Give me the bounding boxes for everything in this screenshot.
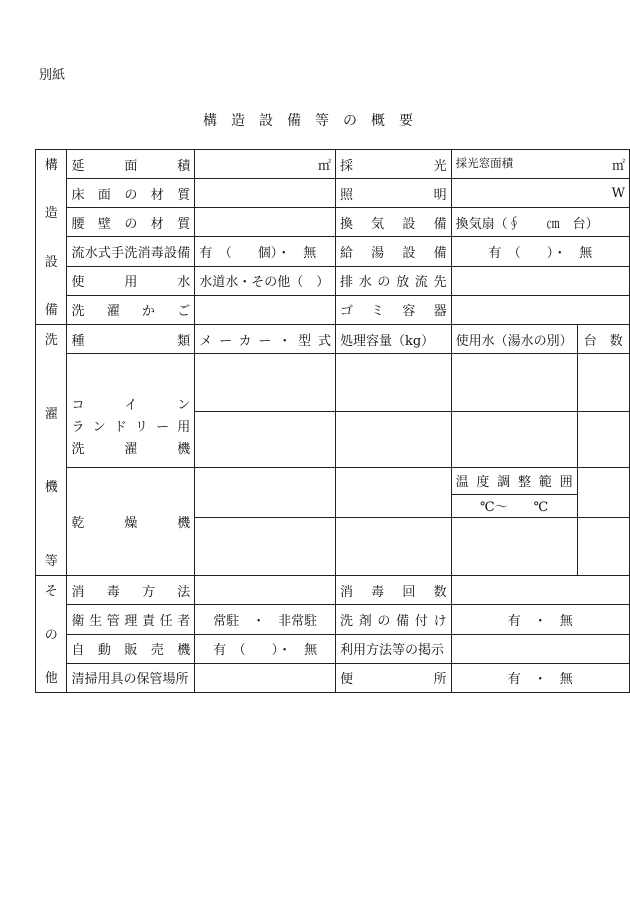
cell-dryer-capacity-1[interactable]	[335, 468, 451, 517]
label-hygiene-manager: 衛生管理責任者	[67, 605, 195, 634]
label-disinfection-count: 消 毒 回 数	[335, 576, 451, 605]
section-char: 機	[44, 480, 58, 496]
cell-coin-maker-1[interactable]	[195, 354, 336, 412]
table-row	[36, 663, 630, 692]
value-usage-notice[interactable]	[451, 634, 629, 663]
table-row	[36, 295, 630, 324]
cell-coin-water-1[interactable]	[451, 354, 577, 412]
value-vending-machine[interactable]: 有 （ ）・ 無	[195, 634, 336, 663]
document-title: 構造設備等の概要	[203, 113, 427, 129]
value-trash[interactable]	[451, 295, 629, 324]
label-trash: ゴ ミ 容 器	[335, 295, 451, 324]
value-laundry-basket[interactable]	[195, 295, 336, 324]
section-char: 他	[44, 671, 58, 686]
cell-coin-maker-2[interactable]	[195, 412, 336, 468]
coin-laundry-label	[67, 354, 195, 468]
section-char: の	[44, 627, 58, 643]
table-row	[36, 468, 630, 494]
label-lighting-natural: 採 光	[335, 150, 451, 179]
label-usage-notice: 利用方法等の掲示	[335, 634, 451, 663]
value-floor-material[interactable]	[195, 179, 336, 208]
value-hygiene-manager[interactable]: 常駐 ・ 非常駐	[195, 605, 336, 634]
header-count: 台 数	[577, 325, 629, 354]
section-char: 濯	[44, 406, 58, 422]
label-drain: 排水の放流先	[335, 266, 451, 295]
window-area-label: 採光窓面積	[455, 155, 514, 170]
temp-range-value[interactable]: ℃～ ℃	[451, 494, 577, 517]
value-handwash[interactable]: 有 （ 個）・ 無	[195, 237, 336, 266]
label-hot-water: 給 湯 設 備	[335, 237, 451, 266]
cell-coin-water-2[interactable]	[451, 412, 577, 468]
value-toilet[interactable]: 有 ・ 無	[451, 663, 629, 692]
value-hot-water[interactable]: 有 （ ）・ 無	[451, 237, 629, 266]
cell-coin-count-1[interactable]	[577, 354, 629, 412]
label-detergent: 洗剤の備付け	[335, 605, 451, 634]
value-detergent[interactable]: 有 ・ 無	[451, 605, 629, 634]
cell-coin-capacity-2[interactable]	[335, 412, 451, 468]
value-cleaning-storage[interactable]	[195, 663, 336, 692]
value-floor-area[interactable]: ㎡	[195, 150, 336, 179]
table-row	[36, 605, 630, 634]
section-char: 洗	[44, 333, 58, 348]
table-row	[36, 208, 630, 237]
value-water-used[interactable]: 水道水・その他（ ）	[195, 266, 336, 295]
table-row	[36, 576, 630, 605]
value-window-area[interactable]	[451, 150, 629, 179]
value-drain[interactable]	[451, 266, 629, 295]
table-row	[36, 354, 630, 412]
section-other	[36, 576, 67, 693]
label-floor-material: 床 面 の 材 質	[67, 179, 195, 208]
attachment-label: 別紙	[39, 68, 66, 83]
section-char: 設	[44, 254, 58, 270]
cell-dryer-count-2[interactable]	[577, 517, 629, 575]
value-ventilation-fan[interactable]: 換気扇（∮ ㎝ 台）	[451, 208, 629, 237]
value-disinfection-method[interactable]	[195, 576, 336, 605]
label-wall-material: 腰 壁 の 材 質	[67, 208, 195, 237]
value-disinfection-count[interactable]	[451, 576, 629, 605]
dryer-label: 乾 燥 機	[67, 468, 195, 576]
temp-range-label: 温度調整範囲	[451, 468, 577, 494]
section-char: 構	[44, 158, 58, 173]
section-structure	[36, 150, 67, 325]
cell-dryer-capacity-2[interactable]	[335, 517, 451, 575]
table-row	[36, 325, 630, 354]
section-char: そ	[44, 584, 58, 599]
section-laundry	[36, 325, 67, 576]
header-kind: 種 類	[67, 325, 195, 354]
label-lighting: 照 明	[335, 179, 451, 208]
section-char: 造	[44, 206, 58, 222]
table-row	[36, 179, 630, 208]
label-laundry-basket: 洗 濯 か ご	[67, 295, 195, 324]
coin-line: 洗 濯 機	[71, 442, 191, 458]
header-maker: メーカー・型式	[195, 325, 336, 354]
cell-coin-count-2[interactable]	[577, 412, 629, 468]
header-water: 使用水（湯水の別）	[451, 325, 577, 354]
value-lighting[interactable]: W	[451, 179, 629, 208]
label-ventilation: 換 気 設 備	[335, 208, 451, 237]
label-vending-machine: 自 動 販 売 機	[67, 634, 195, 663]
section-char: 等	[44, 553, 58, 569]
cell-dryer-count-1[interactable]	[577, 468, 629, 517]
value-wall-material[interactable]	[195, 208, 336, 237]
section-char: 備	[44, 302, 58, 318]
label-toilet: 便 所	[335, 663, 451, 692]
table-row	[36, 237, 630, 266]
cell-dryer-maker-1[interactable]	[195, 468, 336, 517]
label-disinfection-method: 消 毒 方 法	[67, 576, 195, 605]
label-cleaning-storage: 清掃用具の保管場所	[67, 663, 195, 692]
table-row	[36, 266, 630, 295]
header-capacity: 処理容量（kg）	[335, 325, 451, 354]
table-row	[36, 634, 630, 663]
table-row	[36, 150, 630, 179]
cell-dryer-water-2[interactable]	[451, 517, 577, 575]
label-handwash: 流水式手洗消毒設備	[67, 237, 195, 266]
cell-coin-capacity-1[interactable]	[335, 354, 451, 412]
coin-line: コ イ ン	[71, 398, 191, 414]
cell-dryer-maker-2[interactable]	[195, 517, 336, 575]
facility-overview-table	[35, 149, 630, 693]
label-floor-area: 延 面 積	[67, 150, 195, 179]
label-water-used: 使 用 水	[67, 266, 195, 295]
window-area-unit: ㎡	[611, 158, 625, 174]
coin-line: ランドリー用	[71, 420, 191, 436]
